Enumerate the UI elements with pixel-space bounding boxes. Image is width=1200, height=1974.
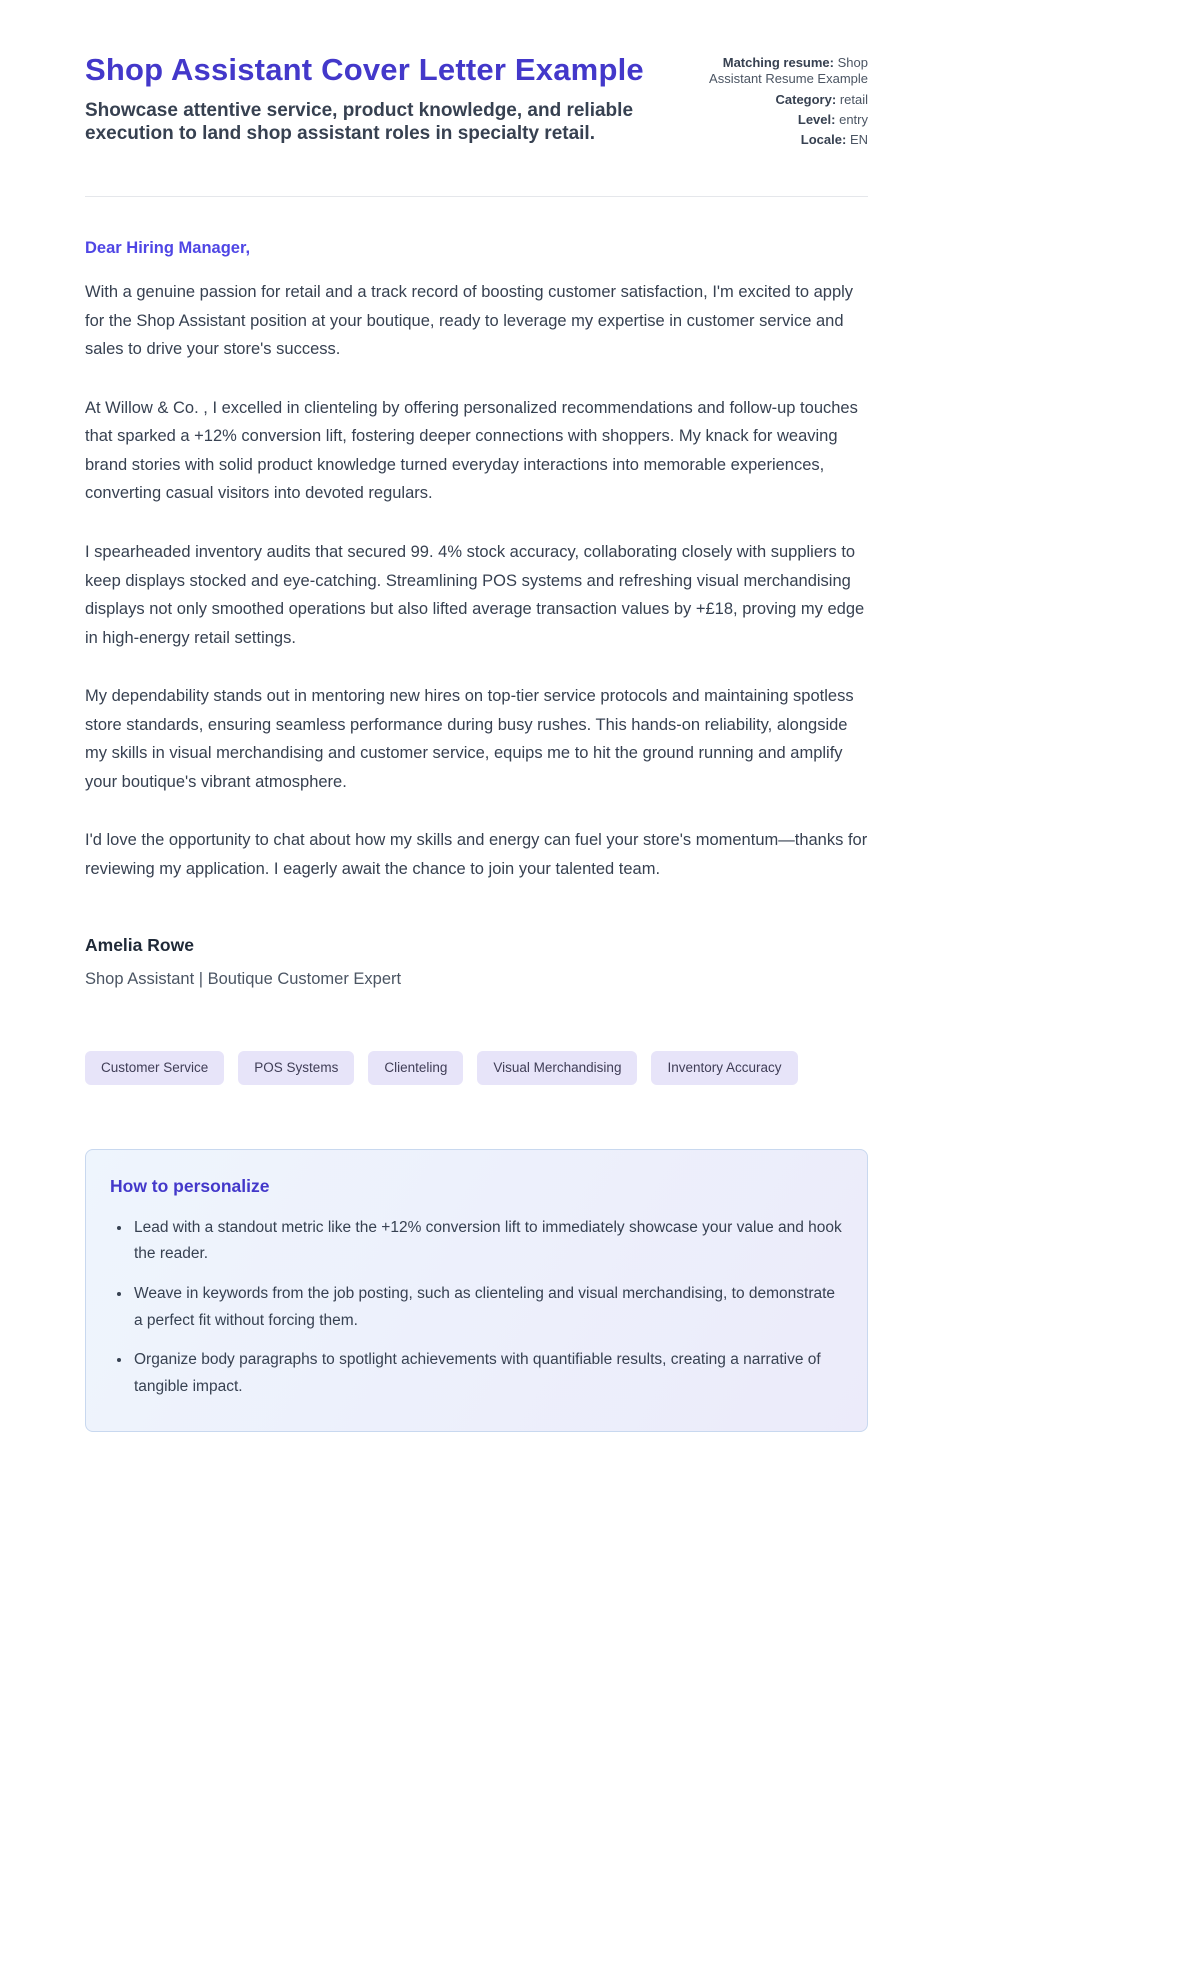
signature-name: Amelia Rowe xyxy=(85,935,194,956)
meta-block xyxy=(688,52,868,152)
personalize-tip-1: • Lead with a standout metric like the +12% conversion lift to immediately showcase your value and hook the reader. xyxy=(132,1215,843,1268)
salutation: Dear Hiring Manager, xyxy=(85,239,251,258)
meta-category xyxy=(688,92,868,108)
skill-tag-pos-systems: POS Systems xyxy=(238,1051,354,1085)
meta-matching-resume xyxy=(688,55,868,88)
skill-tag-clienteling: Clienteling xyxy=(368,1051,463,1085)
header xyxy=(85,52,868,152)
personalize-tip-2: • Weave in keywords from the job posting, such as clienteling and visual merchandising, to demonstrate a perfect fit without forcing them. xyxy=(132,1281,843,1334)
meta-label: Locale: xyxy=(800,132,847,147)
personalize-tip-list xyxy=(110,1215,843,1401)
header-divider xyxy=(85,196,868,197)
page-title: Shop Assistant Cover Letter Example xyxy=(85,52,644,87)
meta-value: Shop Assistant Resume Example xyxy=(709,55,868,87)
cover-letter-body xyxy=(85,239,868,989)
skill-tag-inventory-accuracy: Inventory Accuracy xyxy=(651,1051,797,1085)
letter-paragraph-2: At Willow & Co. , I excelled in clienteling by offering personalized recommendations and follow-up touches that sparked a +12% conversion lift, fostering deeper connections with shoppers. My knack for weaving brand stories with solid product knowledge turned everyday interactions into memorable experiences, converting casual visitors into devoted regulars. xyxy=(85,398,858,503)
meta-level xyxy=(688,112,868,128)
meta-value: EN xyxy=(849,132,868,147)
meta-label: Level: xyxy=(797,111,836,127)
personalize-card xyxy=(85,1149,868,1432)
meta-locale xyxy=(688,132,868,148)
meta-value: entry xyxy=(839,111,868,127)
signature-role: Shop Assistant | Boutique Customer Expert xyxy=(85,970,402,989)
skill-tag-visual-merchandising: Visual Merchandising xyxy=(477,1051,637,1085)
skill-tags xyxy=(85,1051,868,1085)
meta-label: Matching resume: xyxy=(722,55,834,70)
letter-paragraph-1: With a genuine passion for retail and a track record of boosting customer satisfaction, I'm excited to apply for the Shop Assistant position at your boutique, ready to leverage my expertise in customer service and sales to drive your store's success. xyxy=(85,283,854,359)
personalize-heading: How to personalize xyxy=(110,1175,270,1196)
content-column xyxy=(85,0,868,1432)
header-left xyxy=(85,52,670,145)
meta-value: retail xyxy=(839,91,868,107)
meta-label: Category: xyxy=(775,91,837,107)
personalize-tip-3: • Organize body paragraphs to spotlight achievements with quantifiable results, creating a narrative of tangible impact. xyxy=(132,1347,843,1400)
letter-paragraph-5: I'd love the opportunity to chat about how my skills and energy can fuel your store's momentum—thanks for reviewing my application. I eagerly await the chance to join your talented team. xyxy=(85,831,868,878)
page-subtitle: Showcase attentive service, product knowledge, and reliable execution to land shop assistant roles in specialty retail. xyxy=(85,99,634,145)
letter-paragraph-3: I spearheaded inventory audits that secured 99. 4% stock accuracy, collaborating closely with suppliers to keep displays stocked and eye-catching. Streamlining POS systems and refreshing visual merchandising displays not only smoothed operations but also lifted average transaction values by +£18, proving my edge in high-energy retail settings. xyxy=(85,542,865,647)
letter-paragraph-4: My dependability stands out in mentoring new hires on top-tier service protocols and maintaining spotless store standards, ensuring seamless performance during busy rushes. This hands-on reliability, alongside my skills in visual merchandising and customer service, equips me to hit the ground running and amplify your boutique's vibrant atmosphere. xyxy=(85,687,854,791)
skill-tag-customer-service: Customer Service xyxy=(85,1051,224,1085)
